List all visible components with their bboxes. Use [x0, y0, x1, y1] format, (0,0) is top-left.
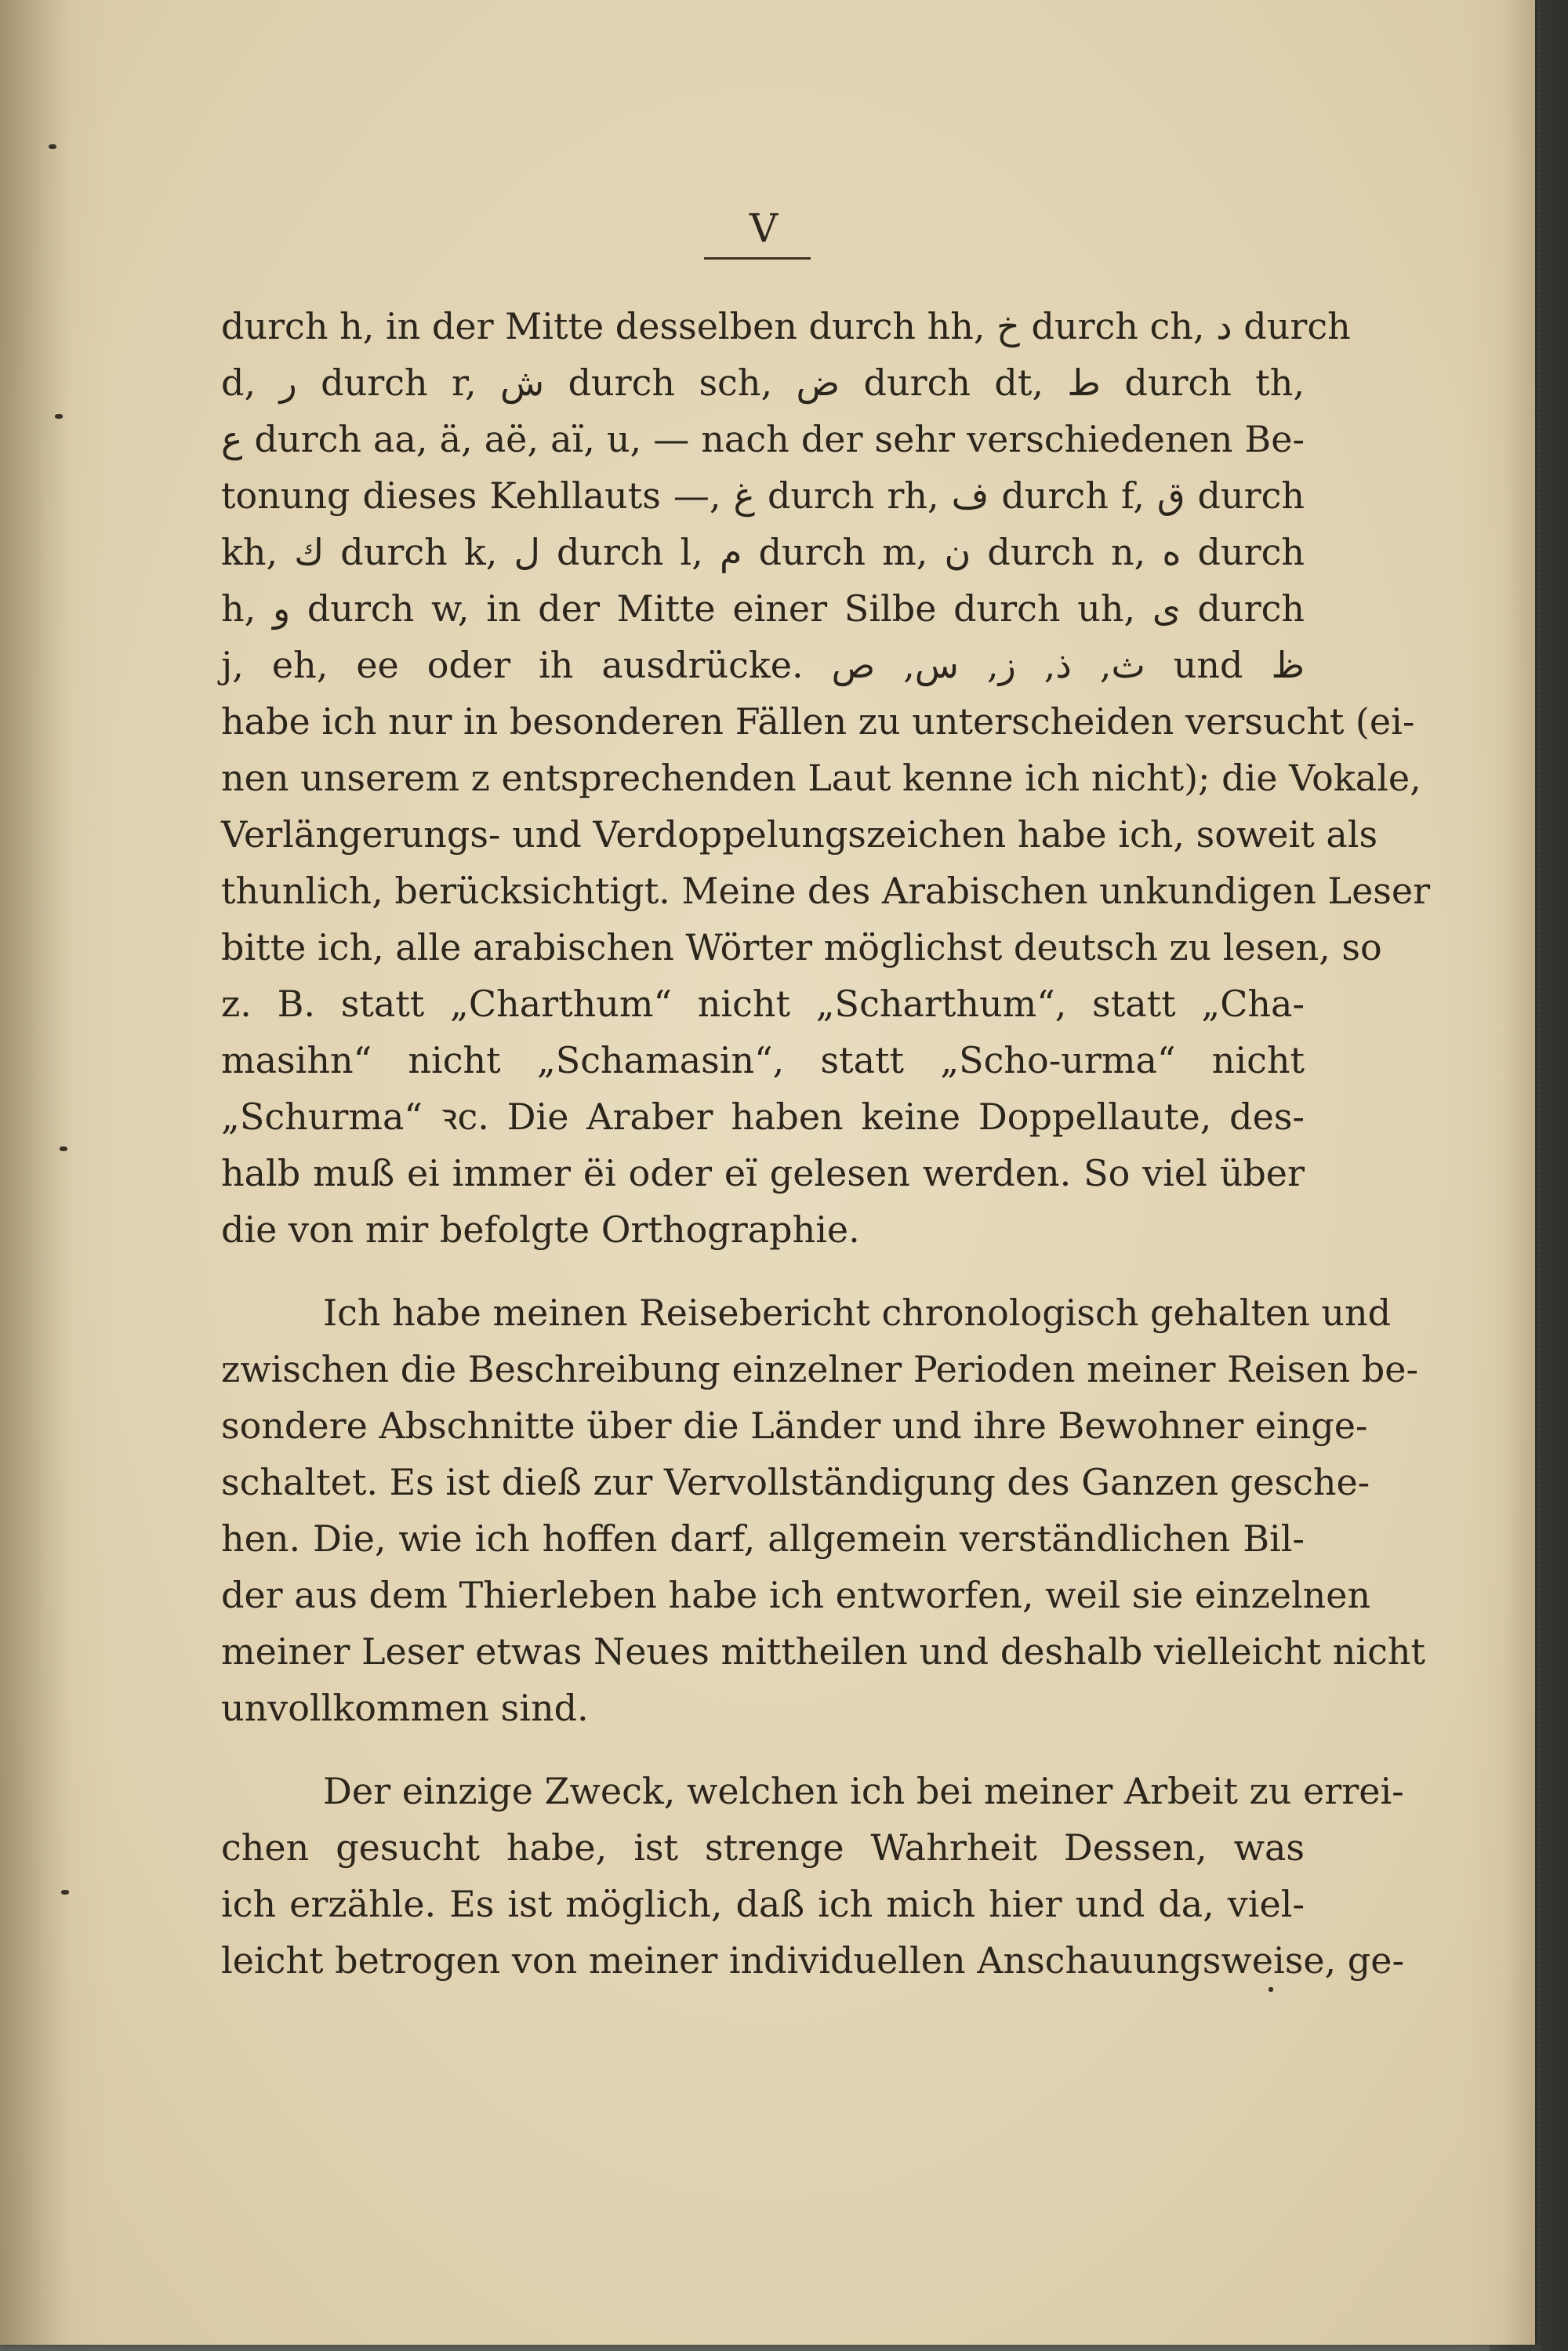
paragraph-spacer	[221, 1258, 1305, 1285]
margin-speck	[61, 1890, 69, 1895]
text-line: durch h, in der Mitte desselben durch hh, خ durch ch, د durch	[221, 305, 1351, 347]
text-line: hen. Die, wie ich hoffen darf, allgemein verständlichen Bil-	[221, 1517, 1305, 1560]
body-text	[221, 298, 1431, 1989]
text-line: Ich habe meinen Reisebericht chronologisch gehalten und	[323, 1292, 1392, 1334]
text-line: kh, ك durch k, ل durch l, م durch m, ن durch n, ه durch	[221, 531, 1305, 573]
text-line: ich erzähle. Es ist möglich, daß ich mich hier und da, viel-	[221, 1883, 1305, 1925]
paragraph	[221, 1763, 1405, 1989]
gutter-shadow	[0, 0, 71, 2345]
text-line: halb muß ei immer ëi oder eï gelesen werden. So viel über	[221, 1152, 1305, 1194]
paragraph	[221, 298, 1431, 1258]
paragraph	[221, 1285, 1425, 1736]
text-line: thunlich, berücksichtigt. Meine des Arabischen unkundigen Leser	[221, 870, 1431, 912]
text-line: z. B. statt „Charthum“ nicht „Scharthum“, statt „Cha-	[221, 983, 1305, 1025]
text-line: bitte ich, alle arabischen Wörter möglichst deutsch zu lesen, so	[221, 926, 1382, 968]
text-line: „Schurma“ ꝛc. Die Araber haben keine Doppellaute, des-	[221, 1096, 1305, 1138]
margin-speck	[60, 1146, 67, 1151]
paragraph-spacer	[221, 1736, 1305, 1763]
text-line: meiner Leser etwas Neues mittheilen und deshalb vielleicht nicht	[221, 1630, 1425, 1673]
text-line: tonung dieses Kehllauts —, غ durch rh, ف durch f, ق durch	[221, 474, 1305, 517]
text-line: masihn“ nicht „Schamasin“, statt „Scho-urma“ nicht	[221, 1039, 1305, 1081]
text-line: schaltet. Es ist dieß zur Vervollständigung des Ganzen gesche-	[221, 1461, 1370, 1503]
margin-speck	[55, 414, 63, 419]
text-line: die von mir befolgte Orthographie.	[221, 1208, 860, 1251]
text-line: leicht betrogen von meiner individuellen Anschauungsweise, ge-	[221, 1939, 1405, 1982]
text-line: Verlängerungs- und Verdoppelungszeichen habe ich, soweit als	[221, 813, 1378, 856]
margin-speck	[49, 144, 56, 149]
text-line: sondere Abschnitte über die Länder und ihre Bewohner einge-	[221, 1404, 1368, 1447]
text-line: zwischen die Beschreibung einzelner Perioden meiner Reisen be-	[221, 1348, 1418, 1390]
text-line: nen unserem z entsprechenden Laut kenne ich nicht); die Vokale,	[221, 757, 1421, 799]
text-line: der aus dem Thierleben habe ich entworfen, weil sie einzelnen	[221, 1574, 1371, 1616]
text-line: unvollkommen sind.	[221, 1687, 589, 1729]
header-rule	[704, 257, 811, 260]
text-line: habe ich nur in besonderen Fällen zu unterscheiden versucht (ei-	[221, 700, 1415, 743]
text-line: ع durch aa, ä, aë, aï, u, — nach der sehr verschiedenen Be-	[221, 418, 1305, 460]
text-line: Der einzige Zweck, welchen ich bei meiner Arbeit zu errei-	[323, 1770, 1404, 1812]
text-line: d, ر durch r, ش durch sch, ض durch dt, ط durch th,	[221, 362, 1305, 404]
page-number: V	[749, 205, 780, 251]
text-line: chen gesucht habe, ist strenge Wahrheit Dessen, was	[221, 1826, 1305, 1869]
text-line: h, و durch w, in der Mitte einer Silbe durch uh, ى durch	[221, 587, 1305, 630]
text-line: j, eh, ee oder ih ausdrücke. ث, ذ, ز, س, ص und ظ	[221, 644, 1305, 686]
